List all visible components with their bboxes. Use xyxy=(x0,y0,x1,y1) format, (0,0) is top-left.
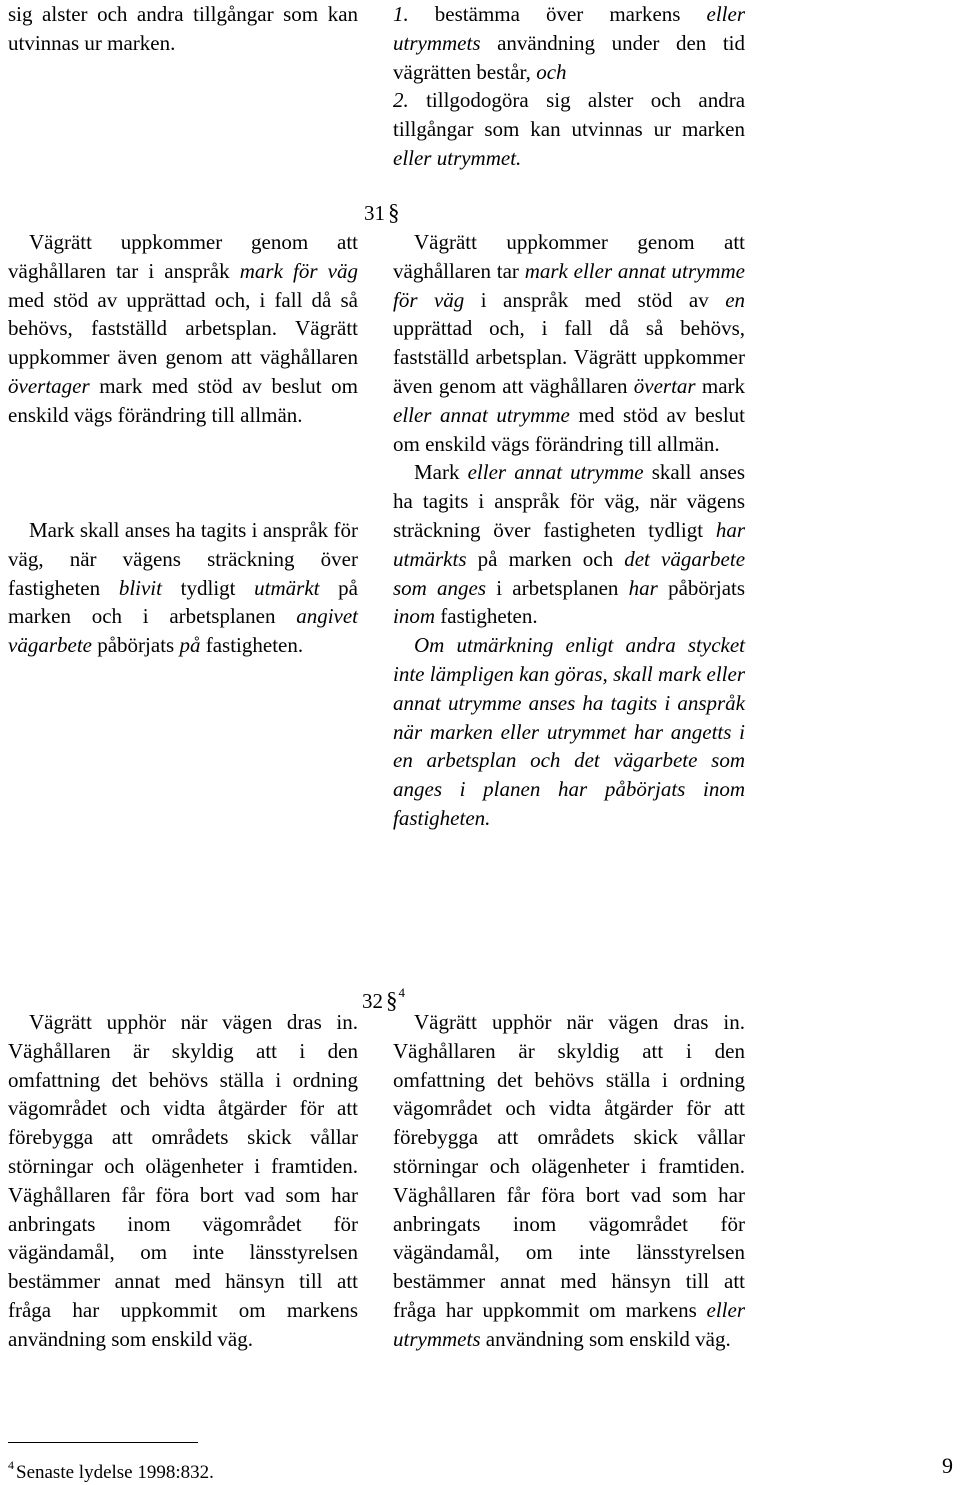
text-line: kan utvinnas ur marken. xyxy=(8,2,359,55)
paragraph xyxy=(393,458,745,631)
amended-text: blivit xyxy=(118,575,162,600)
text-run: mark med stöd av beslut om enskild vägs förändring till allmän. xyxy=(8,373,359,427)
section-32-proposed-text xyxy=(393,1008,745,1354)
amended-text: det vägarbete som anges xyxy=(393,546,746,600)
section-number: 32 xyxy=(362,989,383,1013)
amended-text: eller utrymmets xyxy=(393,2,746,55)
paragraph xyxy=(393,631,745,833)
text-run: Mark skall anses ha tagits i anspråk för väg, när vägens sträckning över fastigheten xyxy=(8,518,358,600)
footnote xyxy=(8,1453,214,1485)
text-run: upprättad och, i fall då så behövs, fastställd arbetsplan. Vägrätt uppkommer även genom att väghållaren xyxy=(393,316,745,398)
paragraph xyxy=(8,0,358,58)
text-run: mark xyxy=(701,373,746,398)
text-run: påbörjats xyxy=(97,633,175,658)
amended-text: har utmärkts xyxy=(393,517,745,571)
section-31-current-text xyxy=(8,228,358,430)
amended-text: eller utrymmets xyxy=(393,1297,745,1351)
list-item xyxy=(393,0,745,86)
amended-text: angivet vägarbete xyxy=(8,604,358,658)
text-run: användning som enskild väg. xyxy=(485,1326,731,1351)
amended-text: övertager xyxy=(8,373,90,398)
paragraph xyxy=(393,228,745,458)
page-number: 9 xyxy=(942,1453,953,1478)
text-run: tillgodogöra sig alster och andra tillgångar som kan utvinnas ur marken xyxy=(393,88,746,142)
section-marker-31 xyxy=(364,199,400,227)
amended-text: och xyxy=(536,59,567,84)
text-run: med stöd av beslut om enskild vägs förändring till allmän. xyxy=(393,402,745,456)
amended-text: utmärkt xyxy=(254,575,320,600)
amended-text: mark eller annat utrymme för väg xyxy=(393,258,746,312)
amended-text: eller annat utrymme xyxy=(393,402,570,427)
section-32-current-text xyxy=(8,1008,358,1354)
paragraph xyxy=(8,228,358,430)
footnote-number: 4 xyxy=(8,1458,14,1472)
text-run: med stöd av upprättad och, i fall då så behövs, fastställd arbetsplan. Vägrätt uppkommer även genom att väghållaren xyxy=(8,287,358,370)
text-run: användning under den tid vägrätten består, xyxy=(393,30,746,84)
top-left-fragment xyxy=(8,0,358,58)
section-number: 31 xyxy=(364,201,385,225)
amended-text: på xyxy=(179,633,201,658)
text-run: i anspråk med stöd av xyxy=(480,287,709,312)
text-run: bestämma över markens xyxy=(434,2,681,26)
text-run: fastigheten. xyxy=(205,633,304,658)
text-run: Vägrätt upphör när vägen dras in. Väghållaren är skyldig att i den omfattning det behövs ställa i ordning vägområdet och vidta åtgärder för att förebygga att områdets skick vållar störningar och olägenheter i framtiden. Väghållaren får föra bort vad som har anbringats inom vägområdet för vägändamål, om inte länsstyrelsen bestämmer annat med hänsyn till att fråga har uppkommit om markens xyxy=(393,1010,745,1322)
section-symbol: § xyxy=(386,988,398,1013)
paragraph: Vägrätt upphör när vägen dras in. Väghållaren är skyldig att i den omfattning det behövs ställa i ordning vägområdet och vidta åtgärder för att förebygga att områdets skick vållar störningar och olägenheter i framtiden. Väghållaren får föra bort vad som har anbringats inom vägområdet för vägändamål, om inte länsstyrelsen bestämmer annat med hänsyn till att fråga har uppkommit om markens användning som enskild väg. xyxy=(8,1010,358,1351)
list-number: 2. xyxy=(393,88,409,113)
paragraph xyxy=(8,516,358,660)
amended-text: mark för väg xyxy=(239,258,358,283)
text-run: skall anses ha tagits i anspråk för väg, när vägens sträckning över fastigheten tydligt xyxy=(393,460,745,542)
amended-text: inom xyxy=(393,604,435,629)
section-symbol: § xyxy=(388,200,400,225)
text-run: påbörjats xyxy=(668,575,746,600)
text-run: Mark xyxy=(414,460,460,485)
amended-text: eller annat utrymme xyxy=(467,460,644,485)
text-run: på marken och i arbetsplanen xyxy=(8,575,358,629)
section-31-current-text-2 xyxy=(8,516,358,660)
text-run: i arbetsplanen xyxy=(496,575,619,600)
footnote-reference: 4 xyxy=(398,985,405,1000)
amended-text: Om utmärkning enligt andra stycket inte lämpligen kan göras, skall mark eller annat utrymme anses ha tagits i anspråk när marken eller utrymmet har angetts i en arbetsplan och det vägarbete som anges i planen har påbörjats inom fastigheten. xyxy=(393,633,745,830)
list-item xyxy=(393,86,745,172)
list-number: 1. xyxy=(393,2,409,26)
top-right-list xyxy=(393,0,745,173)
amended-text: övertar xyxy=(633,373,696,398)
text-run: Vägrätt uppkommer genom att väghållaren tar xyxy=(393,230,745,283)
text-run: på marken och xyxy=(477,546,614,571)
amended-text: har xyxy=(628,575,658,600)
amended-text: en xyxy=(725,287,746,312)
text-run: tydligt xyxy=(180,575,236,600)
footnote-divider xyxy=(8,1442,198,1443)
text-run: Vägrätt uppkommer genom att väghållaren tar i anspråk xyxy=(8,230,358,283)
paragraph xyxy=(393,1008,745,1354)
footnote-text: Senaste lydelse 1998:832. xyxy=(16,1462,214,1483)
amended-text: eller utrymmet. xyxy=(393,145,522,170)
section-31-proposed-text xyxy=(393,228,745,833)
text-line: sig alster och andra tillgångar som xyxy=(8,2,319,26)
text-run: fastigheten. xyxy=(440,604,538,629)
